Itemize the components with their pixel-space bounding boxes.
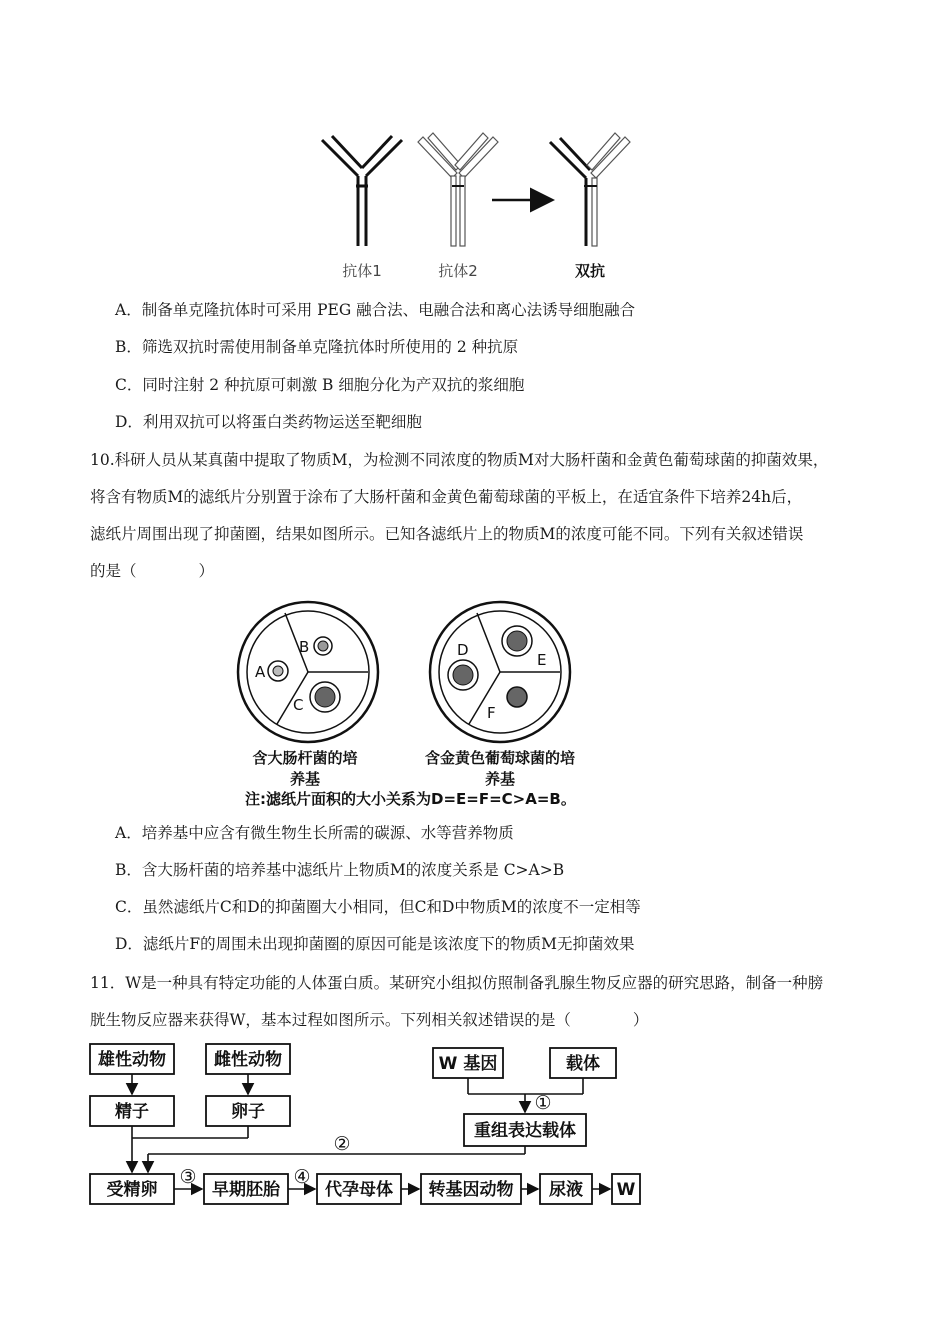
flowchart: [80, 1040, 650, 1220]
disc-d: [448, 660, 478, 690]
label-surrogate-mother: 代孕母体: [325, 1180, 393, 1200]
step-4-marker: ④: [293, 1166, 311, 1188]
disc-a: [268, 661, 288, 681]
antibody-2-label: 抗体2: [438, 262, 478, 280]
label-vector: 载体: [566, 1054, 600, 1074]
label-w-gene: W 基因: [438, 1054, 498, 1074]
antibody-2-shape: [418, 133, 498, 246]
disc-f-label: F: [487, 704, 496, 722]
q10-line-3: 滤纸片周围出现了抑菌圈，结果如图所示。已知各滤纸片上的物质M的浓度可能不同。下列有关叙述错误: [90, 525, 804, 543]
antibody-1-shape: [322, 136, 402, 246]
bispecific-antibody-shape: [550, 133, 630, 246]
q10-option-d: D．滤纸片F的周围未出现抑菌圈的原因可能是该浓度下的物质M无抑菌效果: [115, 935, 635, 953]
label-egg: 卵子: [231, 1102, 265, 1122]
label-sperm: 精子: [115, 1102, 149, 1122]
q10-option-b: B．含大肠杆菌的培养基中滤纸片上物质M的浓度关系是 C>A>B: [115, 861, 565, 879]
q11-line-1: 11．W是一种具有特定功能的人体蛋白质。某研究小组拟仿照制备乳腺生物反应器的研究思路，制备一种膀: [90, 974, 824, 992]
q10-line-1: 10.科研人员从某真菌中提取了物质M，为检测不同浓度的物质M对大肠杆菌和金黄色葡萄球菌的抑菌效果，: [90, 451, 829, 469]
label-zygote: 受精卵: [106, 1180, 158, 1200]
plate-note: 注:滤纸片面积的大小关系为D=E=F=C>A=B。: [245, 790, 576, 808]
label-early-embryo: 早期胚胎: [212, 1180, 280, 1200]
disc-f: [507, 687, 527, 707]
q10-option-c: C．虽然滤纸片C和D的抑菌圈大小相同，但C和D中物质M的浓度不一定相等: [115, 898, 641, 916]
bispecific-label: 双抗: [574, 262, 606, 280]
label-transgenic-animal: 转基因动物: [428, 1180, 514, 1200]
antibody-1-label: 抗体1: [342, 262, 382, 280]
q9-option-d: D．利用双抗可以将蛋白类药物运送至靶细胞: [115, 413, 422, 431]
disc-e-label: E: [537, 651, 547, 669]
plate1-caption-1: 含大肠杆菌的培: [252, 749, 358, 767]
label-male-animal: 雄性动物: [98, 1050, 166, 1070]
q9-option-c: C．同时注射 2 种抗原可刺激 B 细胞分化为产双抗的浆细胞: [115, 376, 525, 394]
step-1-marker: ①: [534, 1092, 552, 1114]
label-recombinant-vector: 重组表达载体: [474, 1121, 576, 1141]
antibody-figure: [310, 128, 640, 288]
q11-line-2: 胱生物反应器来获得W，基本过程如图所示。下列相关叙述错误的是（ ）: [90, 1011, 649, 1029]
petri-dish-figure: [225, 600, 605, 810]
step-3-marker: ③: [179, 1166, 197, 1188]
q10-option-a: A．培养基中应含有微生物生长所需的碳源、水等营养物质: [115, 824, 514, 842]
label-female-animal: 雌性动物: [214, 1050, 282, 1070]
q10-line-4: 的是（ ）: [90, 562, 215, 580]
disc-c: [310, 682, 340, 712]
plate2-caption-1: 含金黄色葡萄球菌的培: [424, 749, 576, 767]
step-2-marker: ②: [333, 1133, 351, 1155]
disc-b-label: B: [299, 638, 310, 656]
q10-line-2: 将含有物质M的滤纸片分别置于涂布了大肠杆菌和金黄色葡萄球菌的平板上，在适宜条件下培养24h后，: [90, 488, 803, 506]
disc-c-label: C: [293, 696, 304, 714]
plate2-caption-2: 养基: [484, 770, 516, 788]
label-urine: 尿液: [549, 1180, 583, 1200]
disc-e: [502, 626, 532, 656]
q9-option-a: A．制备单克隆抗体时可采用 PEG 融合法、电融合法和离心法诱导细胞融合: [115, 301, 636, 319]
disc-d-label: D: [457, 641, 469, 659]
plate1-caption-2: 养基: [289, 770, 321, 788]
label-w-protein: W: [616, 1180, 636, 1200]
disc-a-label: A: [255, 663, 266, 681]
disc-b: [314, 637, 332, 655]
q9-option-b: B．筛选双抗时需使用制备单克隆抗体时所使用的 2 种抗原: [115, 338, 519, 356]
